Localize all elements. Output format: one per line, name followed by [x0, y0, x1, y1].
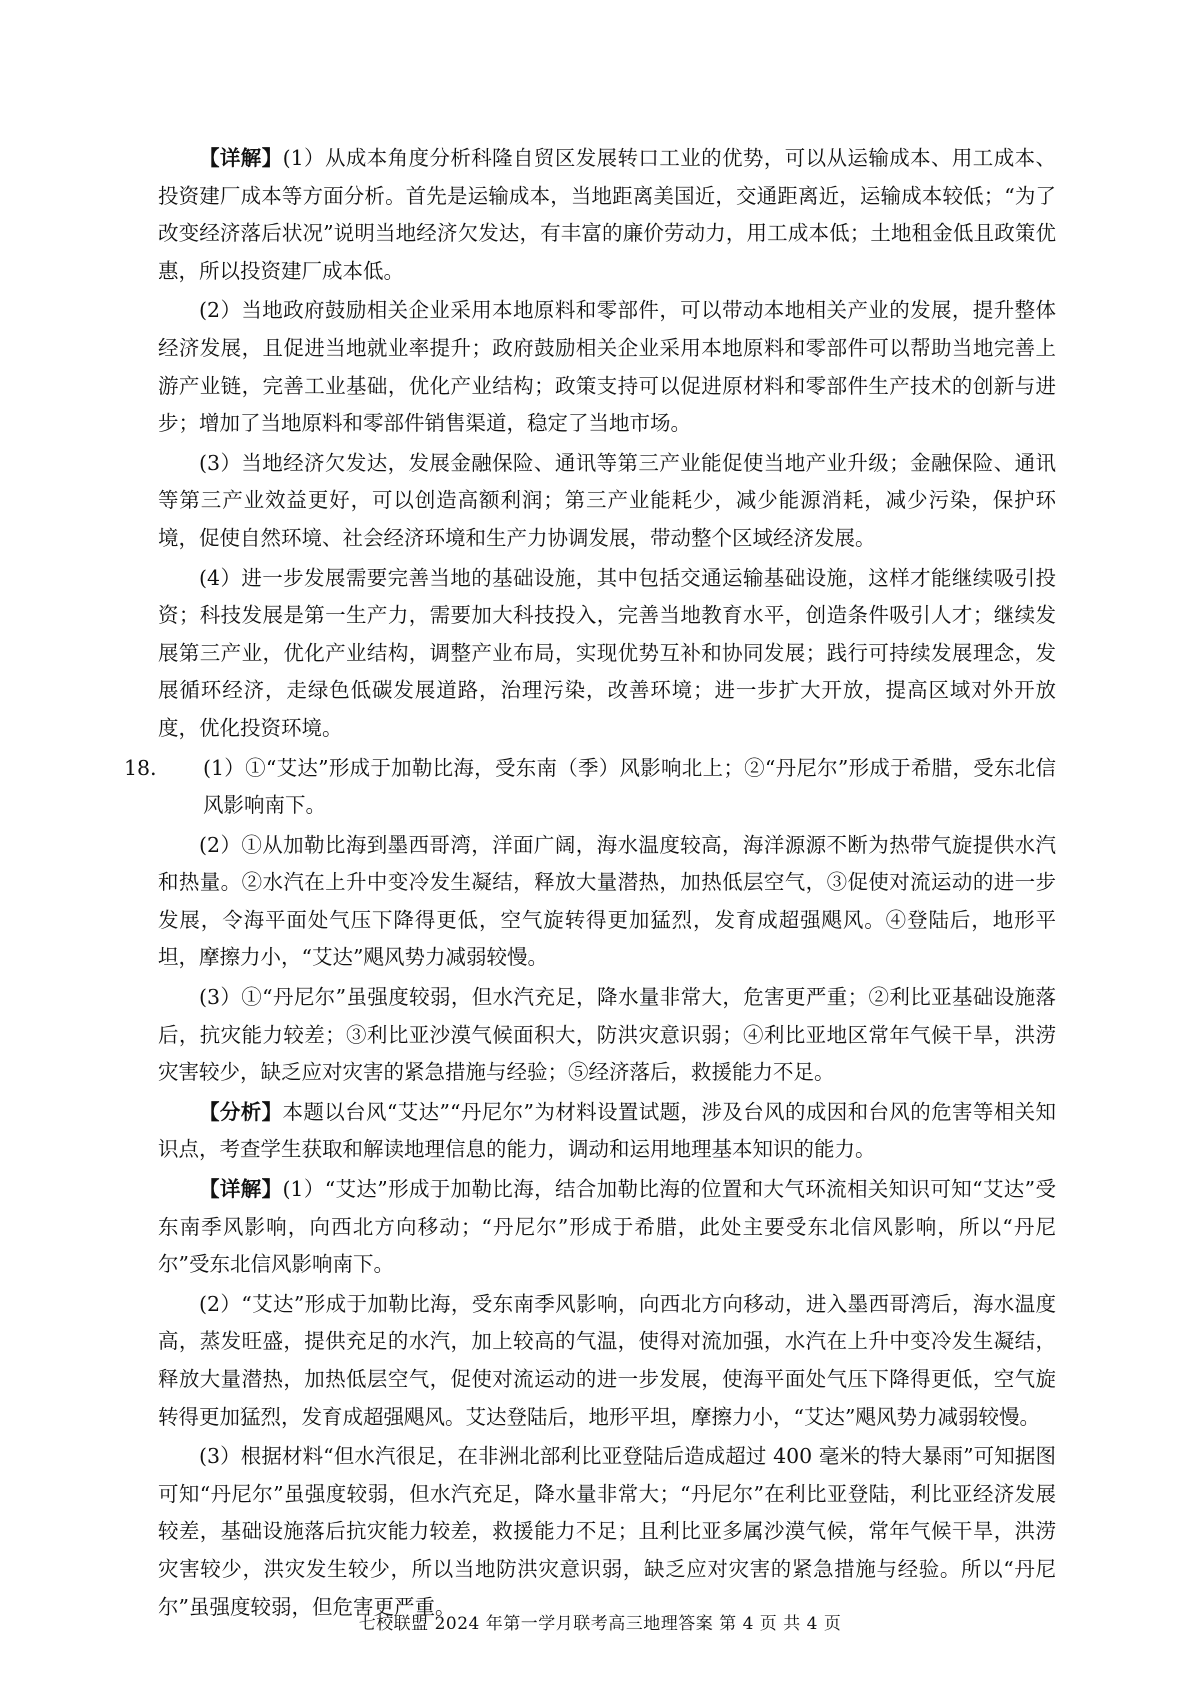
paragraph-17-detail-2 — [158, 292, 1056, 442]
paragraph-text: 本题以台风“艾达”“丹尼尔”为材料设置试题，涉及台风的成因和台风的危害等相关知识点，考查学生获取和解读地理信息的能力，调动和运用地理基本知识的能力。 — [158, 1099, 1057, 1162]
paragraph-text: (3）当地经济欠发达，发展金融保险、通讯等第三产业能促使当地产业升级；金融保险、通讯等第三产业效益更好，可以创造高额利润；第三产业能耗少，减少能源消耗，减少污染，保护环境，促使自然环境、社会经济环境和生产力协调发展，带动整个区域经济发展。 — [158, 450, 1056, 550]
analysis-label: 【分析】 — [199, 1099, 283, 1124]
paragraph-17-detail-3 — [158, 445, 1056, 558]
detail-label: 【详解】 — [199, 146, 283, 170]
question-18-detail-2 — [158, 1286, 1056, 1436]
question-18-answer-1 — [124, 750, 1056, 825]
paragraph-text: (4）进一步发展需要完善当地的基础设施，其中包括交通运输基础设施，这样才能继续吸引投资；科技发展是第一生产力，需要加大科技投入，完善当地教育水平，创造条件吸引人才；继续发展第三产业，优化产业结构，调整产业布局，实现优势互补和协同发展；践行可持续发展理念，发展循环经济，走绿色低碳发展道路，治理污染，改善环境；进一步扩大开放，提高区域对外开放度，优化投资环境。 — [158, 565, 1056, 740]
paragraph-text: (1）“艾达”形成于加勒比海，结合加勒比海的位置和大气环流相关知识可知“艾达”受东南季风影响，向西北方向移动；“丹尼尔”形成于希腊，此处主要受东北信风影响，所以“丹尼尔”受东北信风影响南下。 — [158, 1177, 1056, 1277]
question-18-detail-3 — [158, 1438, 1056, 1626]
paragraph-text: (2）“艾达”形成于加勒比海，受东南季风影响，向西北方向移动，进入墨西哥湾后，海水温度高，蒸发旺盛，提供充足的水汽，加上较高的气温，使得对流加强，水汽在上升中变冷发生凝结，释放大量潜热，加热低层空气，促使对流运动的进一步发展，使海平面处气压下降得更低，空气旋转得更加猛烈，发育成超强飓风。艾达登陆后，地形平坦，摩擦力小，“艾达”飓风势力减弱较慢。 — [158, 1291, 1056, 1429]
paragraph-17-detail-4 — [158, 560, 1056, 748]
paragraph-text: (1）从成本角度分析科隆自贸区发展转口工业的优势，可以从运输成本、用工成本、投资建厂成本等方面分析。首先是运输成本，当地距离美国近，交通距离近，运输成本较低；“为了改变经济落后状况”说明当地经济欠发达，有丰富的廉价劳动力，用工成本低；土地租金低且政策优惠，所以投资建厂成本低。 — [158, 146, 1057, 283]
paragraph-17-detail-1 — [158, 140, 1056, 290]
question-18-answer-3 — [158, 979, 1056, 1092]
question-18-detail-1 — [158, 1171, 1056, 1284]
question-18-analysis — [158, 1094, 1056, 1169]
paragraph-text: (3）根据材料“但水汽很足，在非洲北部利比亚登陆后造成超过 400 毫米的特大暴雨”可知据图可知“丹尼尔”虽强度较弱，但水汽充足，降水量非常大；“丹尼尔”在利比亚登陆，利比亚经济发展较差，基础设施落后抗灾能力较差，救援能力不足；且利比亚多属沙漠气候，常年气候干旱，洪涝灾害较少，洪灾发生较少，所以当地防洪灾意识弱，缺乏应对灾害的紧急措施与经验。所以“丹尼尔”虽强度较弱，但危害更严重。 — [158, 1444, 1056, 1619]
detail-label: 【详解】 — [199, 1177, 283, 1202]
question-18-answer-2 — [158, 827, 1056, 977]
paragraph-text: (3）①“丹尼尔”虽强度较弱，但水汽充足，降水量非常大，危害更严重；②利比亚基础设施落后，抗灾能力较差；③利比亚沙漠气候面积大，防洪灾意识弱；④利比亚地区常年气候干旱，洪涝灾害较少，缺乏应对灾害的紧急措施与经验；⑤经济落后，救援能力不足。 — [158, 985, 1056, 1085]
paragraph-text: (2）①从加勒比海到墨西哥湾，洋面广阔，海水温度较高，海洋源源不断为热带气旋提供水汽和热量。②水汽在上升中变冷发生凝结，释放大量潜热，加热低层空气，③促使对流运动的进一步发展，令海平面处气压下降得更低，空气旋转得更加猛烈，发育成超强飓风。④登陆后，地形平坦，摩擦力小，“艾达”飓风势力减弱较慢。 — [158, 832, 1056, 970]
answer-body — [124, 140, 1057, 1628]
paragraph-text: (1）①“艾达”形成于加勒比海，受东南（季）风影响北上；②“丹尼尔”形成于希腊，受东北信风影响南下。 — [203, 755, 1056, 818]
page-footer: 七校联盟 2024 年第一学月联考高三地理答案 第 4 页 共 4 页 — [358, 1614, 842, 1634]
paragraph-text: (2）当地政府鼓励相关企业采用本地原料和零部件，可以带动本地相关产业的发展，提升整体经济发展，且促进当地就业率提升；政府鼓励相关企业采用本地原料和零部件可以帮助当地完善上游产业链，完善工业基础，优化产业结构；政策支持可以促进原材料和零部件生产技术的创新与进步；增加了当地原料和零部件销售渠道，稳定了当地市场。 — [158, 298, 1056, 436]
question-number: 18． — [124, 755, 171, 780]
